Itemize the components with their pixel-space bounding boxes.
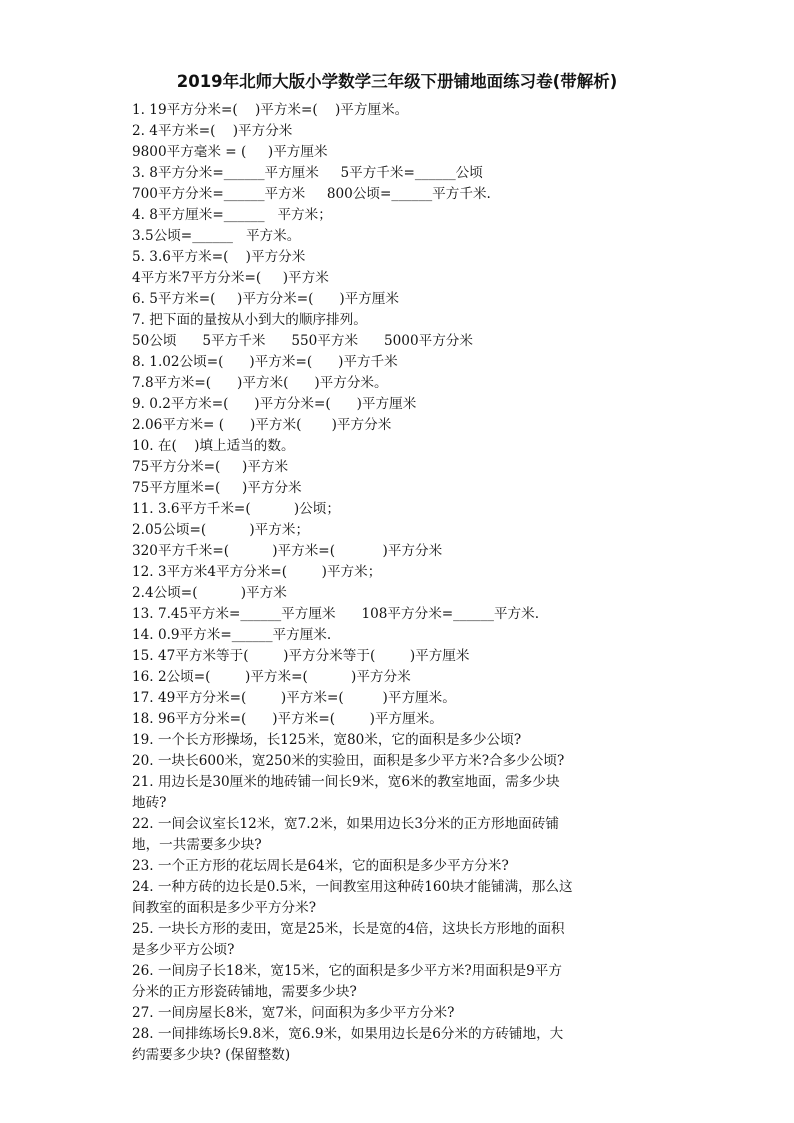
text-line: 2.06平方米= ( )平方米( )平方分米 <box>132 417 392 433</box>
text-line: 21. 用边长是30厘米的地砖铺一间长9米，宽6米的教室地面，需多少块 <box>132 774 560 790</box>
text-line: 2.4公顷=( )平方米 <box>132 585 287 601</box>
text-line: 23. 一个正方形的花坛周长是64米，它的面积是多少平方分米? <box>132 858 509 874</box>
worksheet-title: 2019年北师大版小学数学三年级下册铺地面练习卷(带解析) <box>176 72 618 91</box>
text-line: 700平方分米=______平方米 800公顷=______平方千米. <box>132 186 491 202</box>
text-line: 17. 49平方分米=( )平方米=( )平方厘米。 <box>132 690 456 706</box>
text-line: 3.5公顷=______ 平方米。 <box>132 228 301 244</box>
text-line: 4平方米7平方分米=( )平方米 <box>132 270 329 286</box>
text-line: 22. 一间会议室长12米，宽7.2米，如果用边长3分米的正方形地面砖铺 <box>132 816 559 832</box>
text-line: 6. 5平方米=( )平方分米=( )平方厘米 <box>132 291 399 307</box>
text-line: 9. 0.2平方米=( )平方分米=( )平方厘米 <box>132 396 417 412</box>
text-line: 2. 4平方米=( )平方分米 <box>132 123 293 139</box>
text-line: 27. 一间房屋长8米，宽7米，问面积为多少平方分米? <box>132 1005 455 1021</box>
text-line: 16. 2公顷=( )平方米=( )平方分米 <box>132 669 411 685</box>
text-line: 50公顷 5平方千米 550平方米 5000平方分米 <box>132 333 473 349</box>
text-line: 是多少平方公顷? <box>132 942 235 958</box>
text-line: 10. 在( )填上适当的数。 <box>132 438 295 454</box>
text-line: 1. 19平方分米=( )平方米=( )平方厘米。 <box>132 102 409 118</box>
text-line: 地，一共需要多少块? <box>132 837 262 853</box>
text-line: 15. 47平方米等于( )平方分米等于( )平方厘米 <box>132 648 470 664</box>
text-line: 13. 7.45平方米=______平方厘米 108平方分米=______平方米. <box>132 606 540 622</box>
text-line: 地砖? <box>132 795 167 811</box>
text-line: 75平方厘米=( )平方分米 <box>132 480 302 496</box>
text-line: 9800平方毫米 = ( )平方厘米 <box>132 144 328 160</box>
text-line: 14. 0.9平方米=______平方厘米. <box>132 627 332 643</box>
text-line: 7.8平方米=( )平方米( )平方分米。 <box>132 375 388 391</box>
text-line: 间教室的面积是多少平方分米? <box>132 900 317 916</box>
text-line: 320平方千米=( )平方米=( )平方分米 <box>132 543 443 559</box>
question-list <box>132 100 672 1066</box>
text-line: 28. 一间排练场长9.8米，宽6.9米，如果用边长是6分米的方砖铺地，大 <box>132 1026 564 1042</box>
text-line: 24. 一种方砖的边长是0.5米，一间教室用这种砖160块才能铺满，那么这 <box>132 879 573 895</box>
text-line: 4. 8平方厘米=______ 平方米； <box>132 207 332 223</box>
text-line: 7. 把下面的量按从小到大的顺序排列。 <box>132 312 367 328</box>
text-line: 8. 1.02公顷=( )平方米=( )平方千米 <box>132 354 398 370</box>
text-line: 26. 一间房子长18米，宽15米，它的面积是多少平方米?用面积是9平方 <box>132 963 562 979</box>
text-line: 18. 96平方分米=( )平方米=( )平方厘米。 <box>132 711 443 727</box>
text-line: 75平方分米=( )平方米 <box>132 459 289 475</box>
text-line: 20. 一块长600米，宽250米的实验田，面积是多少平方米?合多少公顷? <box>132 753 565 769</box>
text-line: 3. 8平方分米=______平方厘米 5平方千米=______公顷 <box>132 165 483 181</box>
text-line: 25. 一块长方形的麦田，宽是25米，长是宽的4倍，这块长方形地的面积 <box>132 921 565 937</box>
text-line: 19. 一个长方形操场，长125米，宽80米，它的面积是多少公顷? <box>132 732 522 748</box>
text-line: 12. 3平方米4平方分米=( )平方米； <box>132 564 382 580</box>
text-line: 11. 3.6平方千米=( )公顷； <box>132 501 340 517</box>
text-line: 约需要多少块? (保留整数) <box>132 1047 291 1063</box>
text-line: 分米的正方形瓷砖铺地，需要多少块? <box>132 984 357 1000</box>
text-line: 5. 3.6平方米=( )平方分米 <box>132 249 306 265</box>
text-line: 2.05公顷=( )平方米； <box>132 522 310 538</box>
